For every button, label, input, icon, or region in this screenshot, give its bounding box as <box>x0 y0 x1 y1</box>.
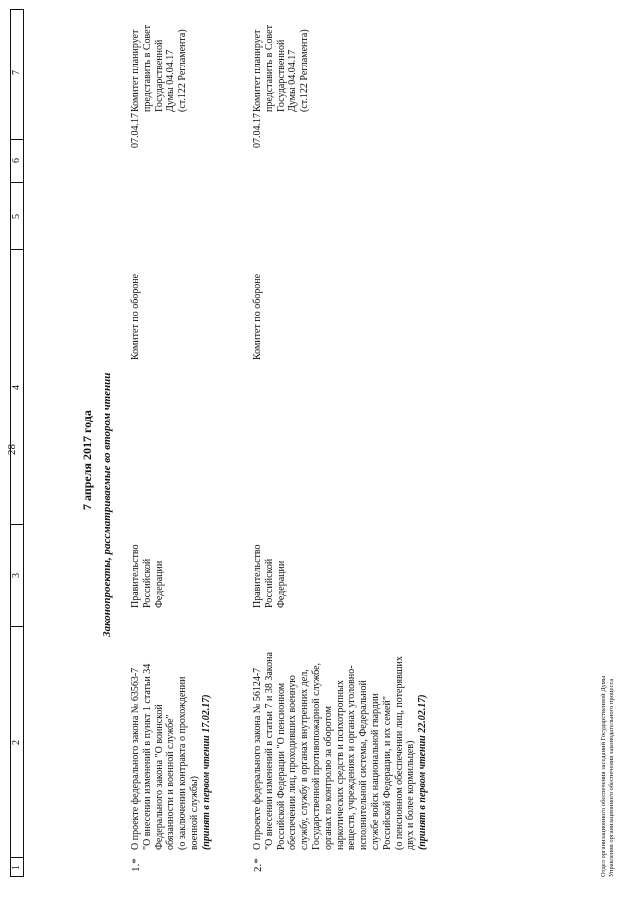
first-reading-note: (принят в первом чтении 17.02.17) <box>200 694 212 850</box>
bill-line: О проекте федерального закона № 63563-7 <box>130 667 141 850</box>
column-number-4: 4 <box>11 385 22 390</box>
committee: Комитет по обороне <box>252 273 263 360</box>
remark-line: (ст.122 Регламента) <box>299 29 311 112</box>
row-number: 1.* <box>130 858 142 872</box>
bill-line: исполнительной системы, Федеральной <box>358 680 370 850</box>
initiator-line: Федерации <box>153 560 165 608</box>
column-divider <box>10 139 24 140</box>
remark-line: Государственной <box>153 39 165 112</box>
column-number-6: 6 <box>11 158 22 163</box>
bill-line: Государственной противопожарной службе, <box>310 662 322 850</box>
column-divider <box>10 182 24 183</box>
bill-description <box>130 664 213 850</box>
remark-line: Думы 04.04.17 <box>165 49 177 112</box>
initiator-line: Российской <box>141 558 153 608</box>
column-number-7: 7 <box>11 70 22 75</box>
bill-line: "О внесении изменений в пункт 1 статьи 34 <box>141 663 153 850</box>
row-number: 2.* <box>252 858 264 872</box>
column-divider <box>10 249 24 250</box>
footer-line: Отдел организационного обеспечения заседаний Государственной Думы <box>600 675 607 877</box>
bill-line: "О внесении изменений в статьи 7 и 38 Закона <box>263 652 275 850</box>
bill-line: службе войск национальной гвардии <box>369 693 381 850</box>
bill-line: органах по контролю за оборотом <box>322 706 334 850</box>
date: 07.04.17 <box>252 113 263 148</box>
column-number-3: 3 <box>11 573 22 578</box>
remark-line: представить в Совет <box>263 25 275 112</box>
date-heading: 7 апреля 2017 года <box>80 410 94 510</box>
bill-line: О проекте федерального закона № 56124-7 <box>252 667 263 850</box>
remark <box>252 25 311 112</box>
footer <box>600 676 616 877</box>
initiator-line: Правительство <box>252 544 263 608</box>
remark-line: представить в Совет <box>141 25 153 112</box>
initiator-line: Федерации <box>275 560 287 608</box>
bill-line: службу, службу в органах внутренних дел, <box>299 669 311 850</box>
initiator <box>252 544 287 608</box>
bill-line: наркотических средств и психотропных <box>334 680 346 850</box>
column-divider <box>10 857 24 858</box>
column-number-2: 2 <box>11 740 22 745</box>
column-number-1: 1 <box>11 865 22 870</box>
date: 07.04.17 <box>130 113 141 148</box>
bill-line: обязанности и военной службе" <box>165 714 177 850</box>
bill-line: Российской Федерации "О пенсионном <box>275 682 287 850</box>
committee: Комитет по обороне <box>130 273 141 360</box>
first-reading-note: (принят в первом чтении 22.02.17) <box>417 694 429 850</box>
remark-line: Комитет планирует <box>252 29 263 112</box>
bill-line: Российской Федерации, и их семей" <box>381 696 393 850</box>
bill-description <box>252 652 429 850</box>
bill-line: обеспечении лиц, проходивших военную <box>287 675 299 850</box>
initiator-line: Российской <box>263 558 275 608</box>
bill-line: веществ, учреждениях и органах уголовно- <box>346 665 358 850</box>
column-divider <box>10 524 24 525</box>
remark-line: Государственной <box>275 39 287 112</box>
remark-line: Комитет планирует <box>130 29 141 112</box>
bill-line: военной службы) <box>188 776 200 850</box>
initiator <box>130 544 165 608</box>
initiator-line: Правительство <box>130 544 141 608</box>
bill-line: Федерального закона "О воинской <box>153 704 165 850</box>
column-number-5: 5 <box>11 214 22 219</box>
bill-line: двух и более кормильцев) <box>405 740 417 850</box>
footer-line: Управления организационного обеспечения законодательного процесса <box>608 678 615 877</box>
remark-line: (ст.122 Регламента) <box>177 29 189 112</box>
remark <box>130 25 189 112</box>
column-divider <box>10 626 24 627</box>
section-heading: Законопроекты, рассматриваемые во втором чтении <box>101 372 113 637</box>
remark-line: Думы 04.04.17 <box>287 49 299 112</box>
page-number: 28 <box>6 444 18 455</box>
bill-line: (о пенсионном обеспечении лиц, потерявших <box>393 656 405 850</box>
bill-line: (о заключении контракта о прохождении <box>177 676 189 850</box>
